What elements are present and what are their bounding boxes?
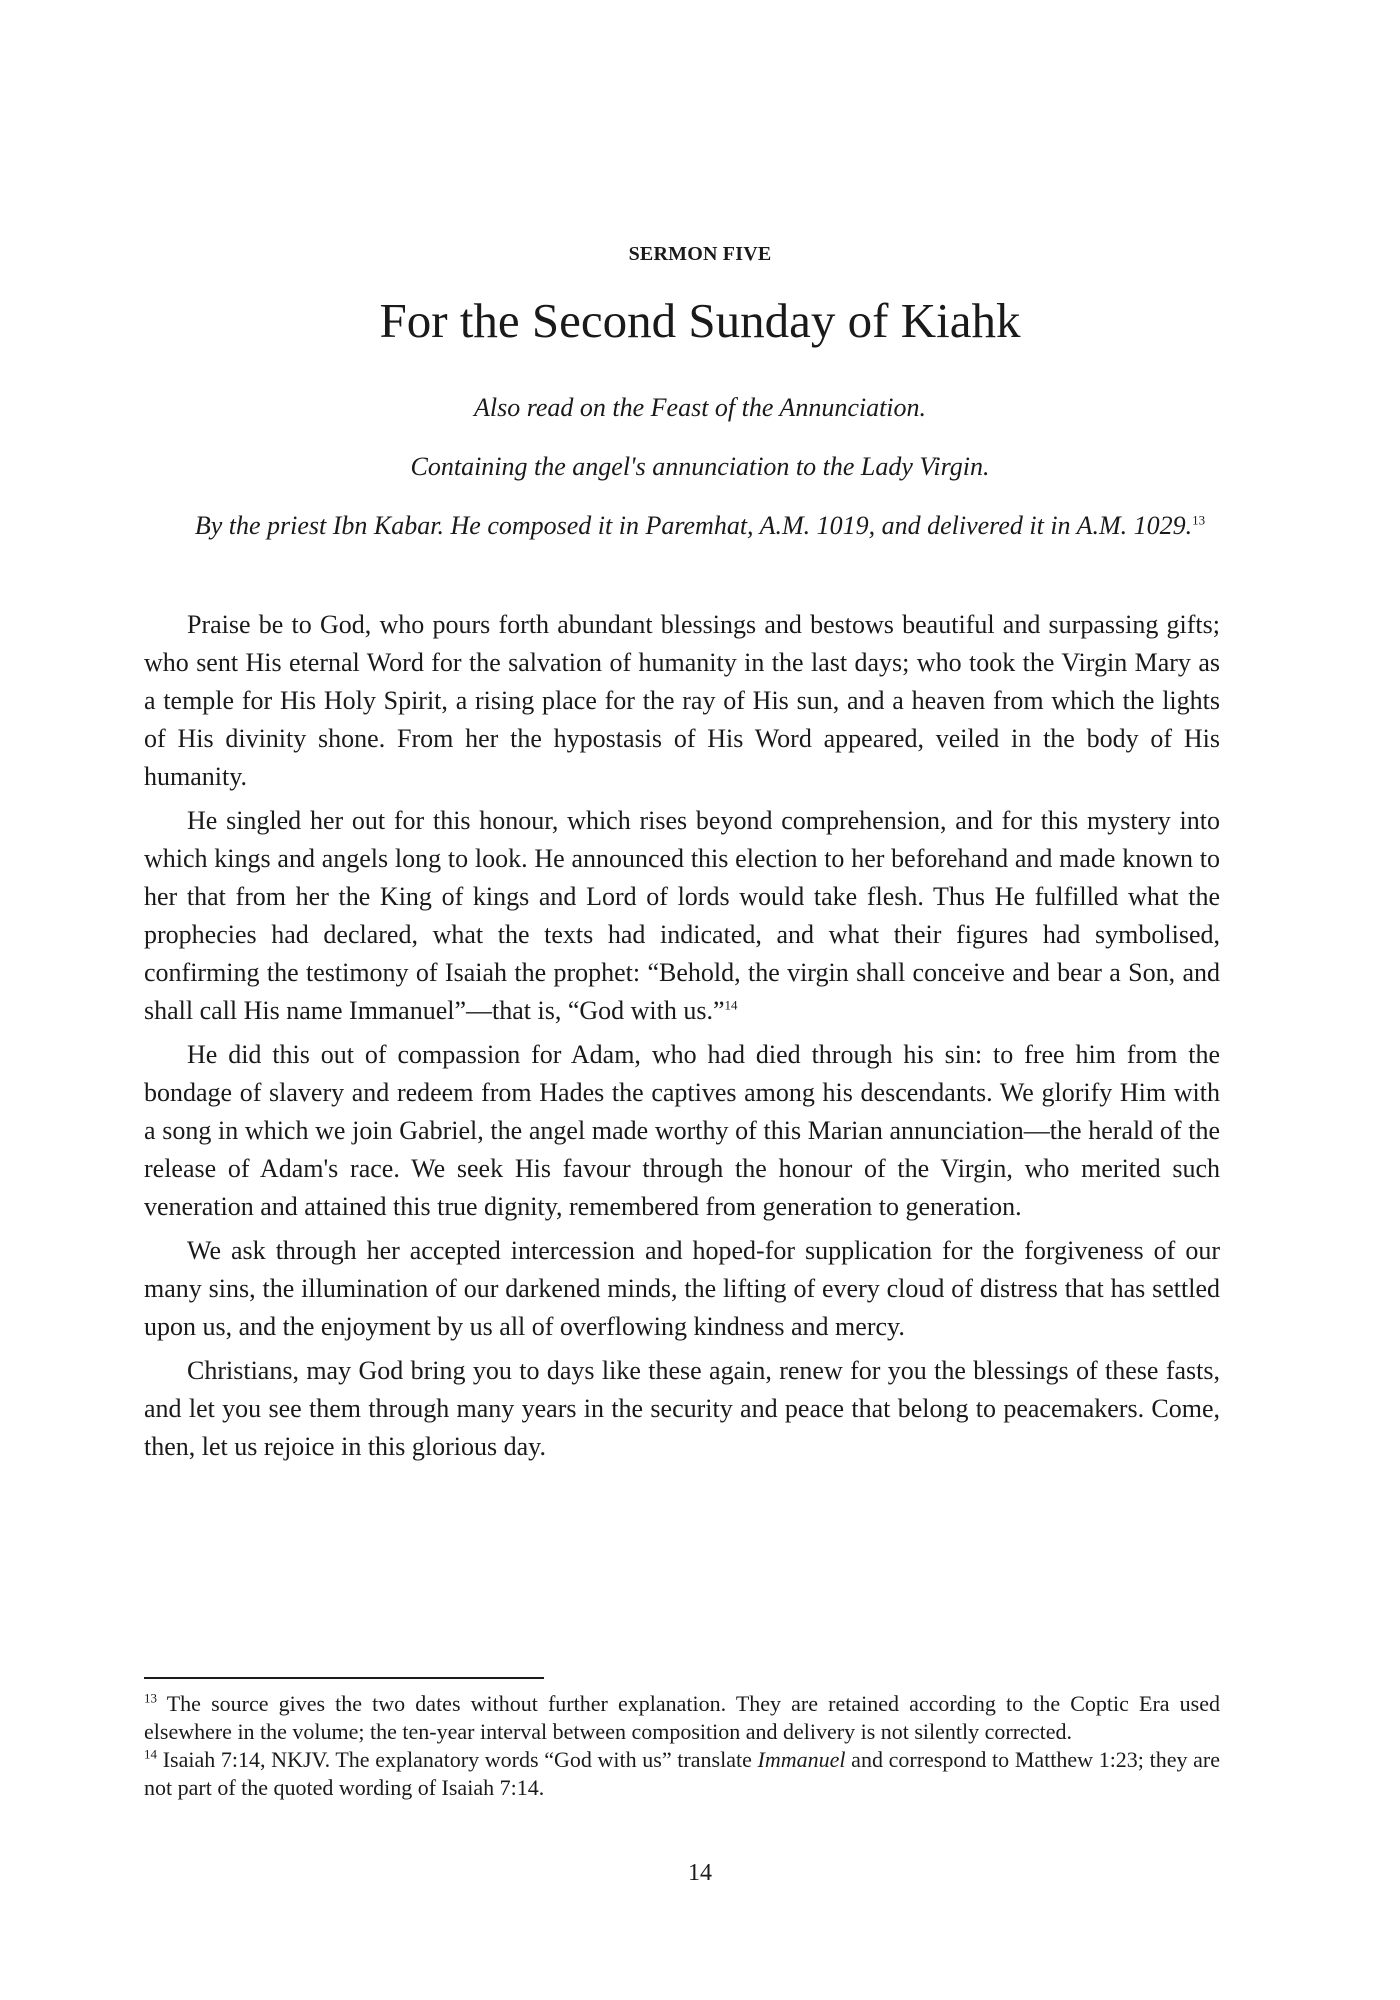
- footnote-14-number: 14: [144, 1746, 157, 1762]
- sermon-body: [144, 606, 1220, 1472]
- footnote-13-number: 13: [144, 1690, 157, 1706]
- page-title: For the Second Sunday of Kiahk: [379, 293, 1021, 348]
- paragraph-1: [144, 606, 1220, 796]
- sermon-kicker: SERMON FIVE: [628, 243, 772, 265]
- paragraph-1-text: Praise be to God, who pours forth abundant blessings and bestows beautiful and surpassing gifts; who sent His eternal Word for the salvation of humanity in the last days; who took the Virgin Mary as a temple for His Holy Spirit, a rising place for the ray of His sun, and a heaven from which the lights of His divinity shone. From her the hypostasis of His Word appeared, veiled in the body of His humanity.: [144, 610, 1220, 791]
- subtitle-authorship-text: By the priest Ibn Kabar. He composed it in Paremhat, A.M. 1019, and delivered it in A.M. 1029.: [194, 511, 1193, 540]
- footnote-ref-14[interactable]: 14: [724, 997, 738, 1013]
- paragraph-5-text: Christians, may God bring you to days like these again, renew for you the blessings of these fasts, and let you see them through many years in the security and peace that belong to peacemakers. Come, then, let us rejoice in this glorious day.: [144, 1356, 1220, 1461]
- footnote-13-text: The source gives the two dates without further explanation. They are retained according to the Coptic Era used elsewhere in the volume; the ten-year interval between composition and delivery is not silently corrected.: [144, 1691, 1220, 1744]
- subtitle-feast-text: Also read on the Feast of the Annunciation.: [473, 393, 927, 422]
- footnote-14: [144, 1746, 1220, 1802]
- page-number: 14: [688, 1860, 712, 1886]
- paragraph-5: [144, 1352, 1220, 1466]
- footnote-14-italic-term: Immanuel: [757, 1747, 846, 1772]
- paragraph-2: [144, 802, 1220, 1030]
- footnote-13: [144, 1690, 1220, 1746]
- paragraph-3: [144, 1036, 1220, 1226]
- footnote-ref-13[interactable]: 13: [1192, 512, 1206, 528]
- paragraph-4-text: We ask through her accepted intercession and hoped-for supplication for the forgiveness of our many sins, the illumination of our darkened minds, the lifting of every cloud of distress that has settled upon us, and the enjoyment by us all of overflowing kindness and mercy.: [144, 1236, 1220, 1341]
- paragraph-2-text: He singled her out for this honour, which rises beyond comprehension, and for this mystery into which kings and angels long to look. He announced this election to her beforehand and made known to her that from her the King of kings and Lord of lords would take flesh. Thus He fulfilled what the prophecies had declared, what the texts had indicated, and what their figures had symbolised, confirming the testimony of Isaiah the prophet: “Behold, the virgin shall conceive and bear a Son, and shall call His name Immanuel”—that is, “God with us.”: [144, 806, 1220, 1025]
- subtitle-authorship: [180, 508, 1220, 544]
- footnote-14-text-before: Isaiah 7:14, NKJV. The explanatory words “God with us” translate: [162, 1747, 758, 1772]
- subtitle-feast: [180, 390, 1220, 426]
- paragraph-3-text: He did this out of compassion for Adam, who had died through his sin: to free him from the bondage of slavery and redeem from Hades the captives among his descendants. We glorify Him with a song in which we join Gabriel, the angel made worthy of this Marian annunciation—the herald of the release of Adam's race. We seek His favour through the honour of the Virgin, who merited such veneration and attained this true dignity, remembered from generation to generation.: [144, 1040, 1220, 1221]
- footnote-14-text-after: and correspond to Matthew 1:23; they are not part of the quoted wording of Isaiah 7:14.: [144, 1747, 1221, 1800]
- subtitle-annunciation-text: Containing the angel's annunciation to the Lady Virgin.: [410, 452, 990, 481]
- paragraph-4: [144, 1232, 1220, 1346]
- footnotes: [144, 1690, 1220, 1802]
- footnote-divider: [144, 1677, 544, 1679]
- subtitle-annunciation: [180, 449, 1220, 485]
